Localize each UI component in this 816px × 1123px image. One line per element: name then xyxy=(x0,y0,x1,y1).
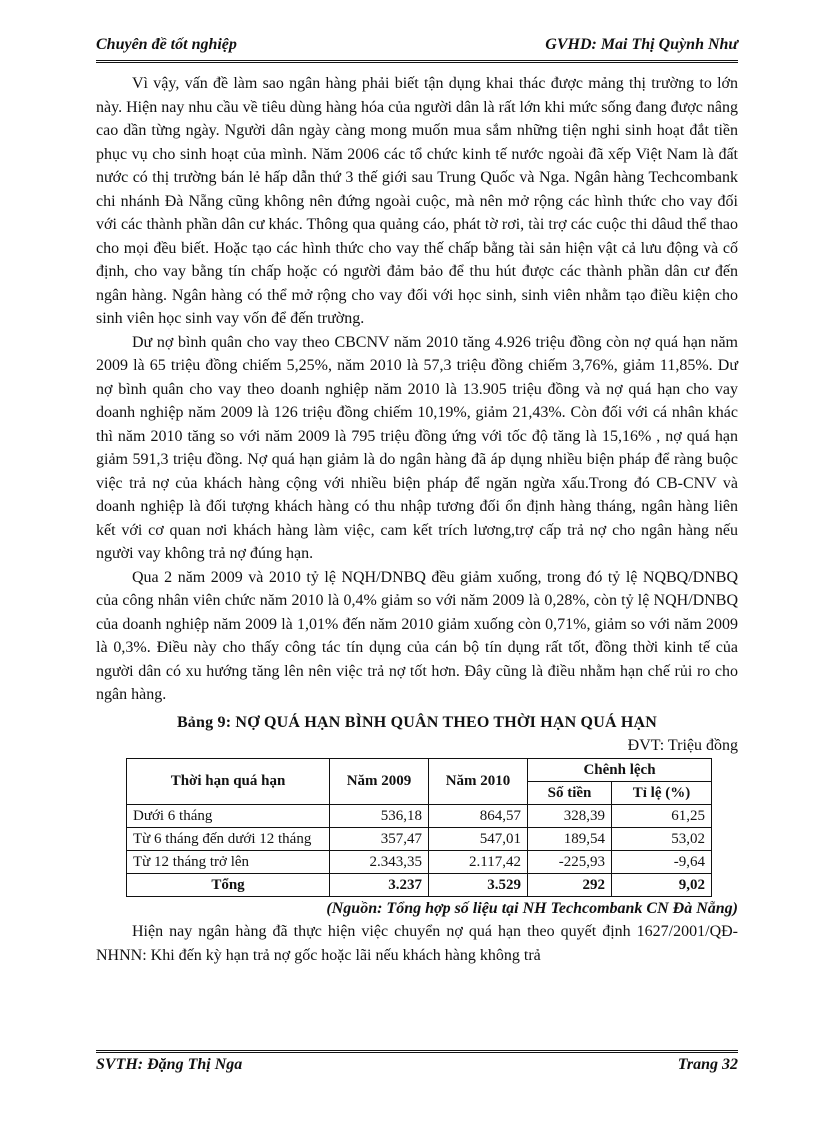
col-header-amount: Số tiền xyxy=(528,781,612,804)
table-row xyxy=(127,804,712,827)
cell-period: Từ 12 tháng trở lên xyxy=(127,850,330,873)
cell-total-2009: 3.237 xyxy=(330,873,429,896)
cell-period: Dưới 6 tháng xyxy=(127,804,330,827)
cell-ratio: 53,02 xyxy=(612,827,712,850)
header-left-title: Chuyên đề tốt nghiệp xyxy=(96,36,237,53)
header-right-advisor: GVHD: Mai Thị Quỳnh Như xyxy=(545,36,738,53)
cell-total-label: Tổng xyxy=(127,873,330,896)
paragraph: Dư nợ bình quân cho vay theo CBCNV năm 2010 tăng 4.926 triệu đồng còn nợ quá hạn năm 2009 là 65 triệu đồng chiếm 5,25%, năm 2010 là 57,3 triệu đồng chiếm 3,76%, giảm 11,85%. Dư nợ bình quân cho vay theo doanh nghiệp năm 2010 là 13.905 triệu đồng và nợ quá hạn cho vay doanh nghiệp năm 2009 là 126 triệu đồng chiếm 10,19%, giảm 21,43%. Còn đối với cá nhân khác thì năm 2010 tăng so với năm 2009 là 795 triệu đồng ứng với tốc độ tăng là 15,16% , nợ quá hạn giảm 591,3 triệu đồng. Nợ quá hạn giảm là do ngân hàng đã áp dụng nhiều biện pháp để ràng buộc việc trả nợ của khách hàng cộng với nhiều biện pháp để ngăn ngừa xấu.Trong đó CB-CNV và doanh nghiệp là đối tượng khách hàng có thu nhập tương đối ổn định hàng tháng, ngân hàng liên kết với cơ quan nơi khách hàng làm việc, cam kết trích lương,trợ cấp trả nợ cho ngân hàng nếu người vay không trả nợ đúng hạn. xyxy=(96,333,738,562)
cell-2010: 2.117,42 xyxy=(429,850,528,873)
cell-ratio: 61,25 xyxy=(612,804,712,827)
page-footer xyxy=(96,1056,738,1080)
table-caption: Bảng 9: NỢ QUÁ HẠN BÌNH QUÂN THEO THỜI HẠN QUÁ HẠN xyxy=(176,713,658,731)
header-rule xyxy=(96,60,738,63)
cell-amount: 328,39 xyxy=(528,804,612,827)
table-source: (Nguồn: Tổng hợp số liệu tại NH Techcombank CN Đà Nẵng) xyxy=(326,899,738,917)
cell-2009: 536,18 xyxy=(330,804,429,827)
cell-total-amount: 292 xyxy=(528,873,612,896)
paragraph: Qua 2 năm 2009 và 2010 tỷ lệ NQH/DNBQ đều giảm xuống, trong đó tỷ lệ NQBQ/DNBQ của công nhân viên chức năm 2010 là 0,4% giảm so với năm 2009 là 0,28%, còn tỷ lệ NQH/DNBQ của doanh nghiệp năm 2009 là 1,01% đến năm 2010 giảm xuống còn 0,71%, giảm so với năm 2009 là 0,3%. Điều này cho thấy công tác tín dụng của cán bộ tín dụng rất tốt, đồng thời kinh tế của người dân có xu hướng tăng lên nên việc trả nợ tốt hơn. Đây cũng là điều nhằm hạn chế rủi ro cho ngân hàng. xyxy=(96,568,738,703)
footer-page-number: Trang 32 xyxy=(677,1056,738,1073)
cell-2009: 357,47 xyxy=(330,827,429,850)
col-header-2009: Năm 2009 xyxy=(330,758,429,804)
cell-ratio: -9,64 xyxy=(612,850,712,873)
table-unit: ĐVT: Triệu đồng xyxy=(627,737,738,754)
cell-2010: 547,01 xyxy=(429,827,528,850)
cell-2010: 864,57 xyxy=(429,804,528,827)
cell-amount: -225,93 xyxy=(528,850,612,873)
cell-2009: 2.343,35 xyxy=(330,850,429,873)
paragraph: Hiện nay ngân hàng đã thực hiện việc chuyển nợ quá hạn theo quyết định 1627/2001/QĐ-NHNN: Khi đến kỳ hạn trả nợ gốc hoặc lãi nếu khách hàng không trả xyxy=(96,923,738,964)
cell-total-2010: 3.529 xyxy=(429,873,528,896)
cell-period: Từ 6 tháng đến dưới 12 tháng xyxy=(127,827,330,850)
paragraph: Vì vậy, vấn đề làm sao ngân hàng phải biết tận dụng khai thác được mảng thị trường to lớn này. Hiện nay nhu cầu về tiêu dùng hàng hóa của người dân là rất lớn khi mức sống đang được nâng cao dần từng ngày. Người dân ngày càng mong muốn mua sắm những tiện nghi sinh hoạt đắt tiền phục vụ cho sinh hoạt của mình. Năm 2006 các tổ chức kinh tế nước ngoài đã xếp Việt Nam là đất nước có thị trường bán lẻ hấp dẫn thứ 3 thế giới sau Trung Quốc và Nga. Ngân hàng Techcombank chi nhánh Đà Nẵng cũng không nên đứng ngoài cuộc, mà nên mở rộng các hình thức cho vay đối với các thành phần dân cư khác. Thông qua quảng cáo, phát tờ rơi, tài trợ các cuộc thi dâud thể thao cho mọi đều biết. Hoặc tạo các hình thức cho vay thế chấp bằng tài sản hiện vật cả lưu động và cố định, cho vay bằng tín chấp hoặc có người đảm bảo để thu hút được các thành phần dân cư đến ngân hàng. Ngân hàng có thể mở rộng cho vay đối với học sinh, sinh viên nhằm tạo điều kiện cho sinh viên học sinh vay vốn để đến trường. xyxy=(96,75,738,327)
cell-total-ratio: 9,02 xyxy=(612,873,712,896)
col-header-diff: Chênh lệch xyxy=(528,758,712,781)
table-row xyxy=(127,850,712,873)
cell-amount: 189,54 xyxy=(528,827,612,850)
table-total-row xyxy=(127,873,712,896)
table-row xyxy=(127,827,712,850)
overdue-debt-table xyxy=(126,758,712,897)
col-header-ratio: Tỉ lệ (%) xyxy=(612,781,712,804)
col-header-2010: Năm 2010 xyxy=(429,758,528,804)
document-body xyxy=(96,72,738,967)
footer-rule xyxy=(96,1050,738,1053)
page-header xyxy=(96,34,738,60)
col-header-period: Thời hạn quá hạn xyxy=(127,758,330,804)
footer-left-student: SVTH: Đặng Thị Nga xyxy=(96,1056,243,1073)
